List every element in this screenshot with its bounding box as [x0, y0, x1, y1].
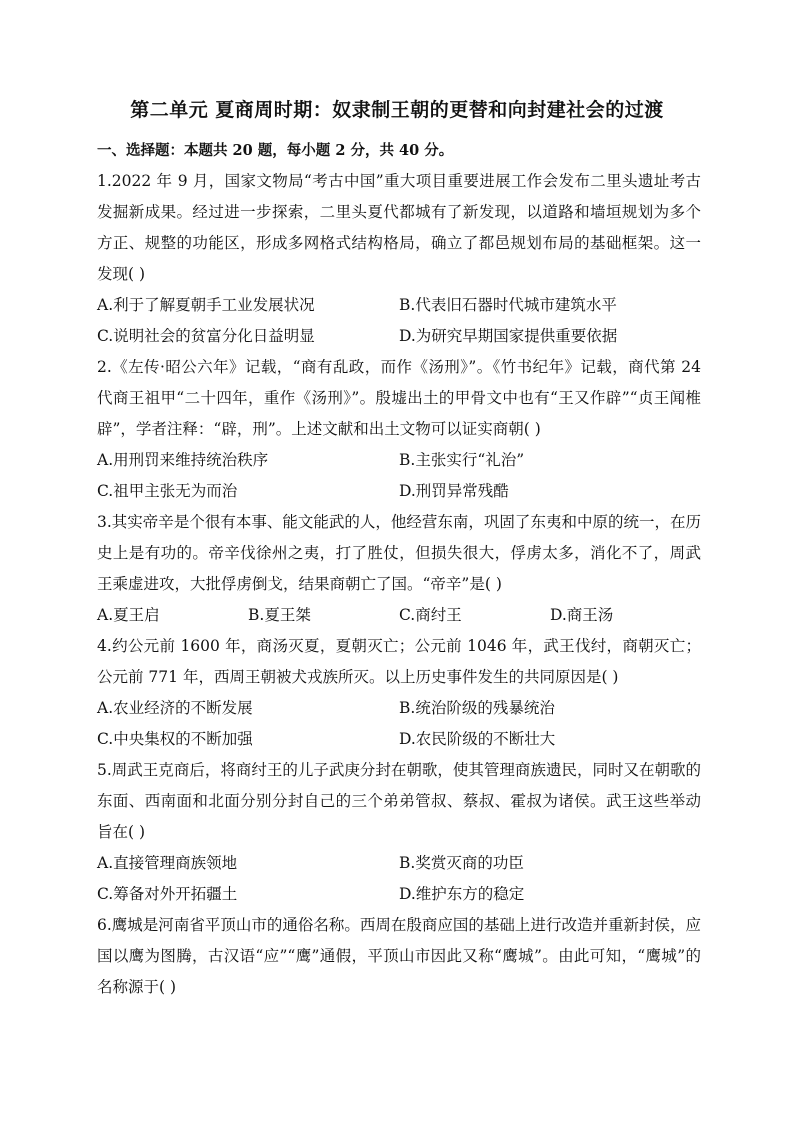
option-b: B.夏王桀	[248, 606, 311, 624]
option-a: A.利于了解夏朝手工业发展状况	[97, 296, 315, 314]
option-c: C.祖甲主张无为而治	[97, 482, 238, 500]
page-title: 第二单元 夏商周时期：奴隶制王朝的更替和向封建社会的过渡	[130, 99, 664, 121]
question-stem: 3.其实帝辛是个很有本事、能文能武的人，他经营东南，巩固了东夷和中原的统一，在历史上是有功的。帝辛伐徐州之夷，打了胜仗，但损失很大，俘虏太多，消化不了，周武王乘虚进攻，大批俘虏倒戈，结果商朝亡了国。“帝辛”是( )	[97, 513, 701, 593]
question-stem: 6.鹰城是河南省平顶山市的通俗名称。西周在殷商应国的基础上进行改造并重新封侯，应国以鹰为图腾，古汉语“应”“鹰”通假，平顶山市因此又称“鹰城”。由此可知，“鹰城”的名称源于( )	[97, 916, 701, 996]
option-c: C.中央集权的不断加强	[97, 730, 253, 748]
question-stem: 1.2022 年 9 月，国家文物局“考古中国”重大项目重要进展工作会发布二里头遗址考古发掘新成果。经过进一步探索，二里头夏代都城有了新发现，以道路和墙垣规划为多个方正、规整的功能区，形成多网格式结构格局，确立了都邑规划布局的基础框架。这一发现( )	[97, 172, 701, 283]
section-heading: 一、选择题：本题共 20 题，每小题 2 分，共 40 分。	[97, 142, 454, 159]
option-a: A.夏王启	[97, 606, 160, 624]
option-b: B.主张实行“礼治”	[399, 451, 525, 469]
option-a: A.用刑罚来维持统治秩序	[97, 451, 269, 469]
question-5	[97, 755, 701, 910]
question-4	[97, 631, 701, 755]
option-c: C.说明社会的贫富分化日益明显	[97, 327, 315, 345]
option-b: B.统治阶级的残暴统治	[399, 699, 555, 717]
question-1	[97, 166, 701, 352]
question-6	[97, 910, 701, 1003]
option-d: D.商王汤	[550, 606, 614, 624]
option-d: D.农民阶级的不断壮大	[399, 730, 556, 748]
option-b: B.代表旧石器时代城市建筑水平	[399, 296, 617, 314]
question-stem: 5.周武王克商后，将商纣王的儿子武庚分封在朝歌，使其管理商族遗民，同时又在朝歌的东面、西南面和北面分别分封自己的三个弟弟管叔、蔡叔、霍叔为诸侯。武王这些举动旨在( )	[97, 761, 701, 841]
option-a: A.农业经济的不断发展	[97, 699, 253, 717]
question-2	[97, 352, 701, 507]
option-c: C.筹备对外开拓疆土	[97, 885, 238, 903]
option-d: D.维护东方的稳定	[399, 885, 525, 903]
question-stem: 4.约公元前 1600 年，商汤灭夏，夏朝灭亡；公元前 1046 年，武王伐纣，商朝灭亡；公元前 771 年，西周王朝被犬戎族所灭。以上历史事件发生的共同原因是( )	[97, 637, 701, 686]
option-b: B.奖赏灭商的功臣	[399, 854, 524, 872]
question-3	[97, 507, 701, 631]
option-a: A.直接管理商族领地	[97, 854, 238, 872]
option-d: D.刑罚异常残酷	[399, 482, 509, 500]
option-c: C.商纣王	[399, 606, 462, 624]
option-d: D.为研究早期国家提供重要依据	[399, 327, 618, 345]
questions-list	[97, 166, 701, 1003]
question-stem: 2.《左传·昭公六年》记载，“商有乱政，而作《汤刑》”。《竹书纪年》记载，商代第 24 代商王祖甲“二十四年，重作《汤刑》”。殷墟出土的甲骨文中也有“王又作辟”“贞王闻椎辟”，学者注释：“辟，刑”。上述文献和出土文物可以证实商朝( )	[97, 358, 701, 438]
